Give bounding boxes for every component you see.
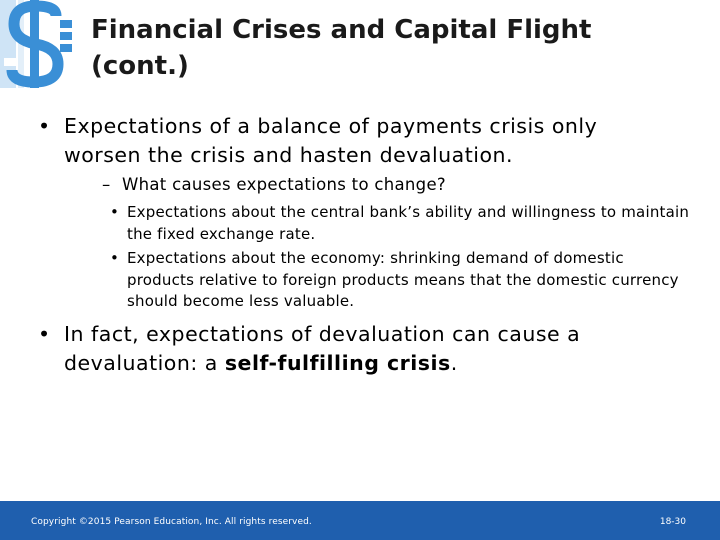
dollar-sign-logo-icon [0, 0, 72, 88]
subsubbullet-text: Expectations about the central bank’s ability and willingness to maintain the fixed exchange rate. [127, 203, 690, 243]
copyright-text: Copyright ©2015 Pearson Education, Inc. All rights reserved. [31, 517, 312, 527]
bullet-marker: • [110, 203, 120, 221]
subbullet-text: What causes expectations to change? [122, 175, 446, 194]
bullet-marker: • [110, 249, 120, 267]
bullet-marker: • [38, 322, 51, 346]
dash-marker: – [102, 175, 111, 194]
subsubbullet-central-bank [110, 202, 690, 245]
bullet-text-after: . [450, 351, 458, 375]
subsubbullet-text: Expectations about the economy: shrinking demand of domestic products relative to foreign products means that the domestic currency should become less valuable. [127, 249, 679, 310]
footer-bar [0, 501, 720, 540]
bullet-text: Expectations of a balance of payments crisis only worsen the crisis and hasten devaluation. [64, 114, 598, 167]
title-line-1: Financial Crises and Capital Flight [91, 15, 592, 45]
subsubbullet-economy [110, 248, 690, 313]
bullet-text-before: In fact, expectations of devaluation can cause a devaluation: a [64, 322, 581, 375]
bullet-text [64, 320, 678, 378]
self-fulfilling-crisis-term: self-fulfilling crisis [224, 351, 451, 375]
bullet-expectations-worsen [38, 112, 678, 170]
bullet-marker: • [38, 114, 51, 138]
bullet-self-fulfilling [38, 320, 678, 378]
title-line-2: (cont.) [91, 51, 189, 81]
slide-title [91, 12, 691, 84]
subbullet-what-causes [102, 174, 682, 196]
page-number: 18-30 [659, 517, 686, 527]
